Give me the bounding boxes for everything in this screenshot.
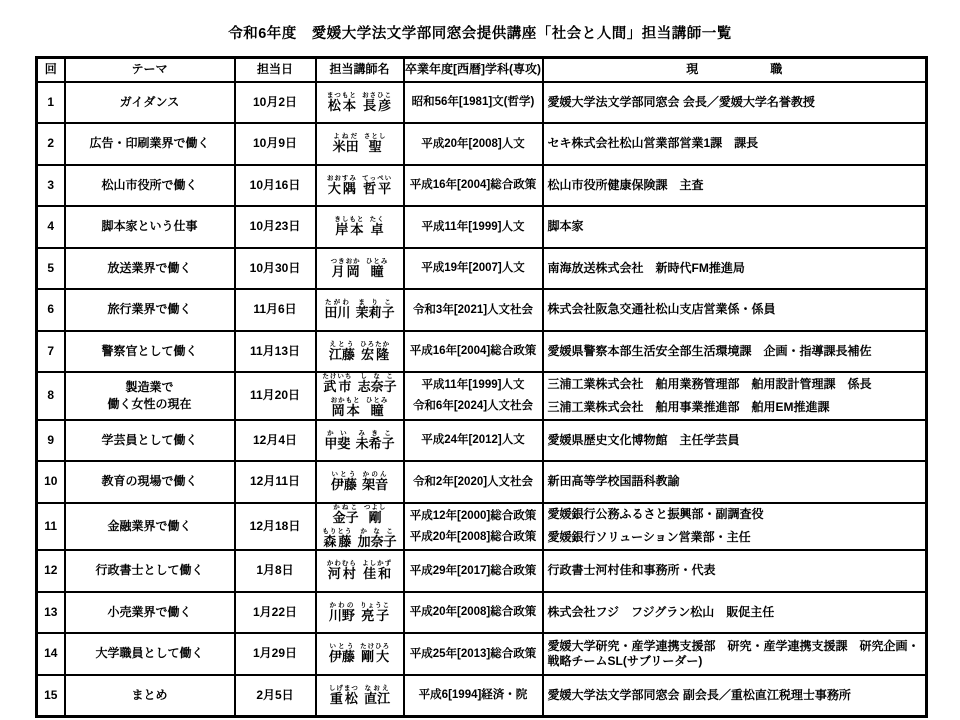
graduation-cell-line: 平成11年[1999]人文 bbox=[421, 378, 525, 391]
date-cell-line: 12月11日 bbox=[249, 474, 301, 489]
graduation-cell bbox=[404, 461, 543, 503]
header-current-position: 現 職 bbox=[543, 58, 927, 82]
date-cell bbox=[235, 633, 316, 675]
table-row bbox=[37, 503, 927, 551]
date-cell bbox=[235, 461, 316, 503]
table-row bbox=[37, 420, 927, 462]
row-number-cell-line: 1 bbox=[47, 94, 55, 109]
lecturer-name-cell bbox=[316, 461, 404, 503]
lecturer-name: 米田よねだ聖さとし bbox=[332, 133, 387, 155]
row-number-cell bbox=[37, 633, 65, 675]
row-number-cell bbox=[37, 248, 65, 290]
graduation-cell bbox=[404, 675, 543, 717]
position-cell bbox=[543, 592, 927, 634]
row-number-cell bbox=[37, 123, 65, 165]
graduation-cell bbox=[404, 206, 543, 248]
theme-cell-line: 広告・印刷業界で働く bbox=[89, 136, 210, 151]
theme-cell bbox=[65, 82, 235, 124]
lecturer-name: 岡本おかもと瞳ひとみ bbox=[330, 397, 389, 419]
theme-cell-line: 教育の現場で働く bbox=[101, 474, 198, 489]
lecturer-name: 川野かわの亮子りょうこ bbox=[328, 601, 391, 623]
theme-cell-line: 行政書士として働く bbox=[95, 563, 204, 578]
theme-cell bbox=[65, 165, 235, 207]
graduation-cell-line: 平成24年[2012]人文 bbox=[421, 434, 525, 447]
graduation-cell bbox=[404, 82, 543, 124]
graduation-cell-line: 平成29年[2017]総合政策 bbox=[409, 564, 537, 577]
position-cell-line: 愛媛銀行公務ふるさと振興部・副調査役 bbox=[547, 507, 764, 522]
lecturer-name: 江藤えとう宏隆ひろたか bbox=[328, 340, 391, 362]
theme-cell bbox=[65, 372, 235, 420]
row-number-cell-line: 13 bbox=[44, 604, 58, 619]
date-cell-line: 12月4日 bbox=[252, 432, 298, 447]
lecturer-name: 重松しげまつ直江なおえ bbox=[328, 684, 391, 706]
row-number-cell bbox=[37, 461, 65, 503]
lecturer-name: 金子かねこ剛つよし bbox=[332, 503, 387, 525]
date-cell-line: 1月8日 bbox=[256, 563, 294, 578]
date-cell bbox=[235, 550, 316, 592]
table-row bbox=[37, 461, 927, 503]
graduation-cell-line: 平成20年[2008]総合政策 bbox=[409, 530, 537, 543]
graduation-cell-line: 平成11年[1999]人文 bbox=[421, 220, 525, 233]
date-cell bbox=[235, 289, 316, 331]
graduation-cell bbox=[404, 503, 543, 551]
graduation-cell bbox=[404, 592, 543, 634]
row-number-cell-line: 8 bbox=[47, 388, 55, 403]
lecturer-name-cell bbox=[316, 123, 404, 165]
row-number-cell bbox=[37, 82, 65, 124]
date-cell bbox=[235, 248, 316, 290]
position-cell bbox=[543, 206, 927, 248]
graduation-cell-line: 平成16年[2004]総合政策 bbox=[409, 345, 537, 358]
position-cell-line: 愛媛県歴史文化博物館 主任学芸員 bbox=[547, 432, 740, 447]
date-cell-line: 12月18日 bbox=[249, 518, 301, 533]
position-cell-line: 愛媛大学法文学部同窓会 副会長／重松直江税理士事務所 bbox=[547, 687, 851, 702]
theme-cell-line: 松山市役所で働く bbox=[101, 177, 198, 192]
date-cell-line: 10月16日 bbox=[249, 177, 301, 192]
theme-cell-line: 小売業界で働く bbox=[107, 604, 192, 619]
row-number-cell-line: 15 bbox=[44, 687, 58, 702]
graduation-cell bbox=[404, 123, 543, 165]
row-number-cell-line: 10 bbox=[44, 474, 58, 489]
position-cell-line: 脚本家 bbox=[547, 219, 584, 234]
position-cell bbox=[543, 372, 927, 420]
graduation-cell-line: 平成6[1994]経済・院 bbox=[418, 689, 528, 701]
position-cell bbox=[543, 331, 927, 373]
theme-cell-line: 学芸員として働く bbox=[101, 432, 198, 447]
graduation-cell bbox=[404, 633, 543, 675]
theme-cell bbox=[65, 123, 235, 165]
row-number-cell bbox=[37, 289, 65, 331]
theme-cell bbox=[65, 248, 235, 290]
row-number-cell-line: 2 bbox=[47, 136, 55, 151]
date-cell-line: 10月23日 bbox=[249, 219, 301, 234]
table-row bbox=[37, 123, 927, 165]
date-cell-line: 11月20日 bbox=[249, 388, 301, 403]
position-cell bbox=[543, 82, 927, 124]
header-date: 担当日 bbox=[235, 58, 316, 82]
position-cell bbox=[543, 248, 927, 290]
lecturer-name-cell bbox=[316, 633, 404, 675]
date-cell bbox=[235, 331, 316, 373]
lecturer-name-cell bbox=[316, 503, 404, 551]
lecturer-name-cell bbox=[316, 675, 404, 717]
position-cell-line: 愛媛県警察本部生活安全部生活環境課 企画・指導課長補佐 bbox=[547, 343, 872, 358]
theme-cell-line: 脚本家という仕事 bbox=[101, 219, 198, 234]
date-cell bbox=[235, 503, 316, 551]
date-cell-line: 1月22日 bbox=[252, 604, 298, 619]
theme-cell bbox=[65, 550, 235, 592]
theme-cell bbox=[65, 289, 235, 331]
lecturer-name-cell bbox=[316, 289, 404, 331]
lecturer-name: 岸本きしもと卓たく bbox=[334, 216, 385, 238]
row-number-cell-line: 3 bbox=[47, 177, 55, 192]
row-number-cell-line: 14 bbox=[44, 646, 58, 661]
lecturer-table bbox=[35, 56, 928, 718]
lecturer-name: 伊藤いとう剛大たけひろ bbox=[328, 643, 391, 665]
row-number-cell bbox=[37, 331, 65, 373]
row-number-cell bbox=[37, 550, 65, 592]
theme-cell bbox=[65, 420, 235, 462]
lecturer-name-cell bbox=[316, 331, 404, 373]
theme-cell-line: 金融業界で働く bbox=[107, 518, 192, 533]
date-cell-line: 1月29日 bbox=[252, 646, 298, 661]
row-number-cell-line: 6 bbox=[47, 302, 55, 317]
date-cell-line: 10月30日 bbox=[249, 260, 301, 275]
graduation-cell bbox=[404, 165, 543, 207]
row-number-cell-line: 4 bbox=[47, 219, 55, 234]
header-row bbox=[37, 58, 927, 82]
row-number-cell bbox=[37, 675, 65, 717]
lecturer-name-cell bbox=[316, 420, 404, 462]
position-cell bbox=[543, 420, 927, 462]
table-row bbox=[37, 592, 927, 634]
row-number-cell-line: 7 bbox=[47, 343, 55, 358]
table-row bbox=[37, 331, 927, 373]
position-cell bbox=[543, 503, 927, 551]
row-number-cell-line: 11 bbox=[44, 518, 58, 533]
lecturer-name: 松本まつもと長彦おさひこ bbox=[326, 91, 393, 113]
table-row bbox=[37, 289, 927, 331]
graduation-cell-line: 平成16年[2004]総合政策 bbox=[409, 179, 537, 192]
position-cell bbox=[543, 289, 927, 331]
date-cell bbox=[235, 165, 316, 207]
table-row bbox=[37, 372, 927, 420]
position-cell bbox=[543, 123, 927, 165]
table-row bbox=[37, 206, 927, 248]
position-cell-line: 三浦工業株式会社 舶用事業推進部 舶用EM推進課 bbox=[547, 399, 830, 414]
row-number-cell-line: 5 bbox=[47, 260, 55, 275]
graduation-cell bbox=[404, 248, 543, 290]
graduation-cell bbox=[404, 289, 543, 331]
position-cell-line: 愛媛銀行ソリューション営業部・主任 bbox=[547, 530, 751, 545]
theme-cell-line: 大学職員として働く bbox=[95, 646, 204, 661]
row-number-cell bbox=[37, 503, 65, 551]
table-row bbox=[37, 165, 927, 207]
position-cell-line: 三浦工業株式会社 舶用業務管理部 舶用設計管理課 係長 bbox=[547, 376, 872, 391]
table-row bbox=[37, 675, 927, 717]
graduation-cell-line: 令和2年[2020]人文社会 bbox=[412, 475, 534, 488]
graduation-cell-line: 平成20年[2008]総合政策 bbox=[409, 606, 537, 619]
position-cell bbox=[543, 633, 927, 675]
theme-cell bbox=[65, 592, 235, 634]
lecturer-name: 伊藤いとう架音かのん bbox=[330, 471, 389, 493]
lecturer-name: 田川たがわ茉莉子まりこ bbox=[324, 299, 395, 321]
row-number-cell-line: 9 bbox=[47, 432, 55, 447]
theme-cell bbox=[65, 206, 235, 248]
position-cell-line: 南海放送株式会社 新時代FM推進局 bbox=[547, 260, 745, 275]
date-cell bbox=[235, 82, 316, 124]
lecturer-name-cell bbox=[316, 82, 404, 124]
theme-cell-line: 働く女性の現在 bbox=[107, 396, 192, 411]
position-cell-line: セキ株式会社松山営業部営業1課 課長 bbox=[547, 136, 759, 151]
position-cell-line: 行政書士河村佳和事務所・代表 bbox=[547, 563, 716, 578]
lecturer-name-cell bbox=[316, 592, 404, 634]
position-cell bbox=[543, 461, 927, 503]
theme-cell-line: 警察官として働く bbox=[101, 343, 198, 358]
row-number-cell bbox=[37, 206, 65, 248]
date-cell-line: 10月2日 bbox=[252, 94, 298, 109]
position-cell-line: 愛媛大学研究・産学連携支援部 研究・産学連携支援課 研究企画・戦略チームSL(サブリーダー) bbox=[547, 638, 920, 668]
position-cell bbox=[543, 675, 927, 717]
theme-cell bbox=[65, 675, 235, 717]
theme-cell-line: 製造業で bbox=[125, 379, 174, 394]
date-cell bbox=[235, 206, 316, 248]
row-number-cell bbox=[37, 372, 65, 420]
theme-cell bbox=[65, 503, 235, 551]
position-cell-line: 新田高等学校国語科教諭 bbox=[547, 474, 680, 489]
position-cell-line: 株式会社フジ フジグラン松山 販促主任 bbox=[547, 604, 775, 619]
graduation-cell-line: 平成12年[2000]総合政策 bbox=[409, 509, 537, 522]
position-cell-line: 愛媛大学法文学部同窓会 会長／愛媛大学名誉教授 bbox=[547, 94, 815, 109]
graduation-cell-line: 令和6年[2024]人文社会 bbox=[412, 400, 534, 413]
graduation-cell bbox=[404, 372, 543, 420]
lecturer-name: 月岡つきおか瞳ひとみ bbox=[330, 257, 389, 279]
table-row bbox=[37, 550, 927, 592]
theme-cell-line: ガイダンス bbox=[119, 94, 180, 109]
date-cell-line: 11月13日 bbox=[249, 343, 301, 358]
page-title: 令和6年度 愛媛大学法文学部同窓会提供講座「社会と人間」担当講師一覧 bbox=[228, 26, 732, 42]
position-cell bbox=[543, 165, 927, 207]
header-theme: テーマ bbox=[65, 58, 235, 82]
table-row bbox=[37, 633, 927, 675]
theme-cell bbox=[65, 331, 235, 373]
lecturer-name-cell bbox=[316, 550, 404, 592]
date-cell-line: 10月9日 bbox=[252, 136, 298, 151]
lecturer-name: 河村かわむら佳和よしかず bbox=[326, 560, 393, 582]
position-cell-line: 株式会社阪急交通社松山支店営業係・係員 bbox=[547, 302, 776, 317]
theme-cell bbox=[65, 461, 235, 503]
row-number-cell bbox=[37, 420, 65, 462]
theme-cell-line: 旅行業界で働く bbox=[107, 302, 192, 317]
header-graduation: 卒業年度[西暦]学科(専攻) bbox=[404, 58, 543, 82]
header-round: 回 bbox=[37, 58, 65, 82]
graduation-cell bbox=[404, 420, 543, 462]
theme-cell-line: まとめ bbox=[131, 687, 168, 702]
position-cell-line: 松山市役所健康保険課 主査 bbox=[547, 177, 704, 192]
date-cell bbox=[235, 592, 316, 634]
lecturer-name: 森藤もりとう加奈子かなこ bbox=[322, 527, 397, 549]
graduation-cell-line: 平成25年[2013]総合政策 bbox=[409, 647, 537, 660]
graduation-cell-line: 平成19年[2007]人文 bbox=[421, 262, 525, 275]
date-cell bbox=[235, 675, 316, 717]
lecturer-name: 大隅おおすみ哲平てっぺい bbox=[326, 174, 393, 196]
position-cell bbox=[543, 550, 927, 592]
table-row bbox=[37, 82, 927, 124]
table-row bbox=[37, 248, 927, 290]
lecturer-name-cell bbox=[316, 206, 404, 248]
lecturer-name-cell bbox=[316, 372, 404, 420]
date-cell-line: 2月5日 bbox=[256, 687, 294, 702]
header-lecturer-name: 担当講師名 bbox=[316, 58, 404, 82]
row-number-cell-line: 12 bbox=[44, 563, 58, 578]
graduation-cell-line: 令和3年[2021]人文社会 bbox=[412, 303, 534, 316]
row-number-cell bbox=[37, 592, 65, 634]
graduation-cell-line: 平成20年[2008]人文 bbox=[421, 137, 525, 150]
date-cell bbox=[235, 420, 316, 462]
lecturer-name: 甲斐かい未希子みきこ bbox=[324, 429, 395, 451]
graduation-cell-line: 昭和56年[1981]文(哲学) bbox=[411, 96, 535, 109]
date-cell bbox=[235, 372, 316, 420]
date-cell bbox=[235, 123, 316, 165]
graduation-cell bbox=[404, 331, 543, 373]
theme-cell-line: 放送業界で働く bbox=[107, 260, 192, 275]
graduation-cell bbox=[404, 550, 543, 592]
date-cell-line: 11月6日 bbox=[253, 302, 297, 317]
theme-cell bbox=[65, 633, 235, 675]
lecturer-name-cell bbox=[316, 248, 404, 290]
lecturer-name: 武市たけいち志奈子しなこ bbox=[322, 373, 397, 394]
lecturer-name-cell bbox=[316, 165, 404, 207]
row-number-cell bbox=[37, 165, 65, 207]
